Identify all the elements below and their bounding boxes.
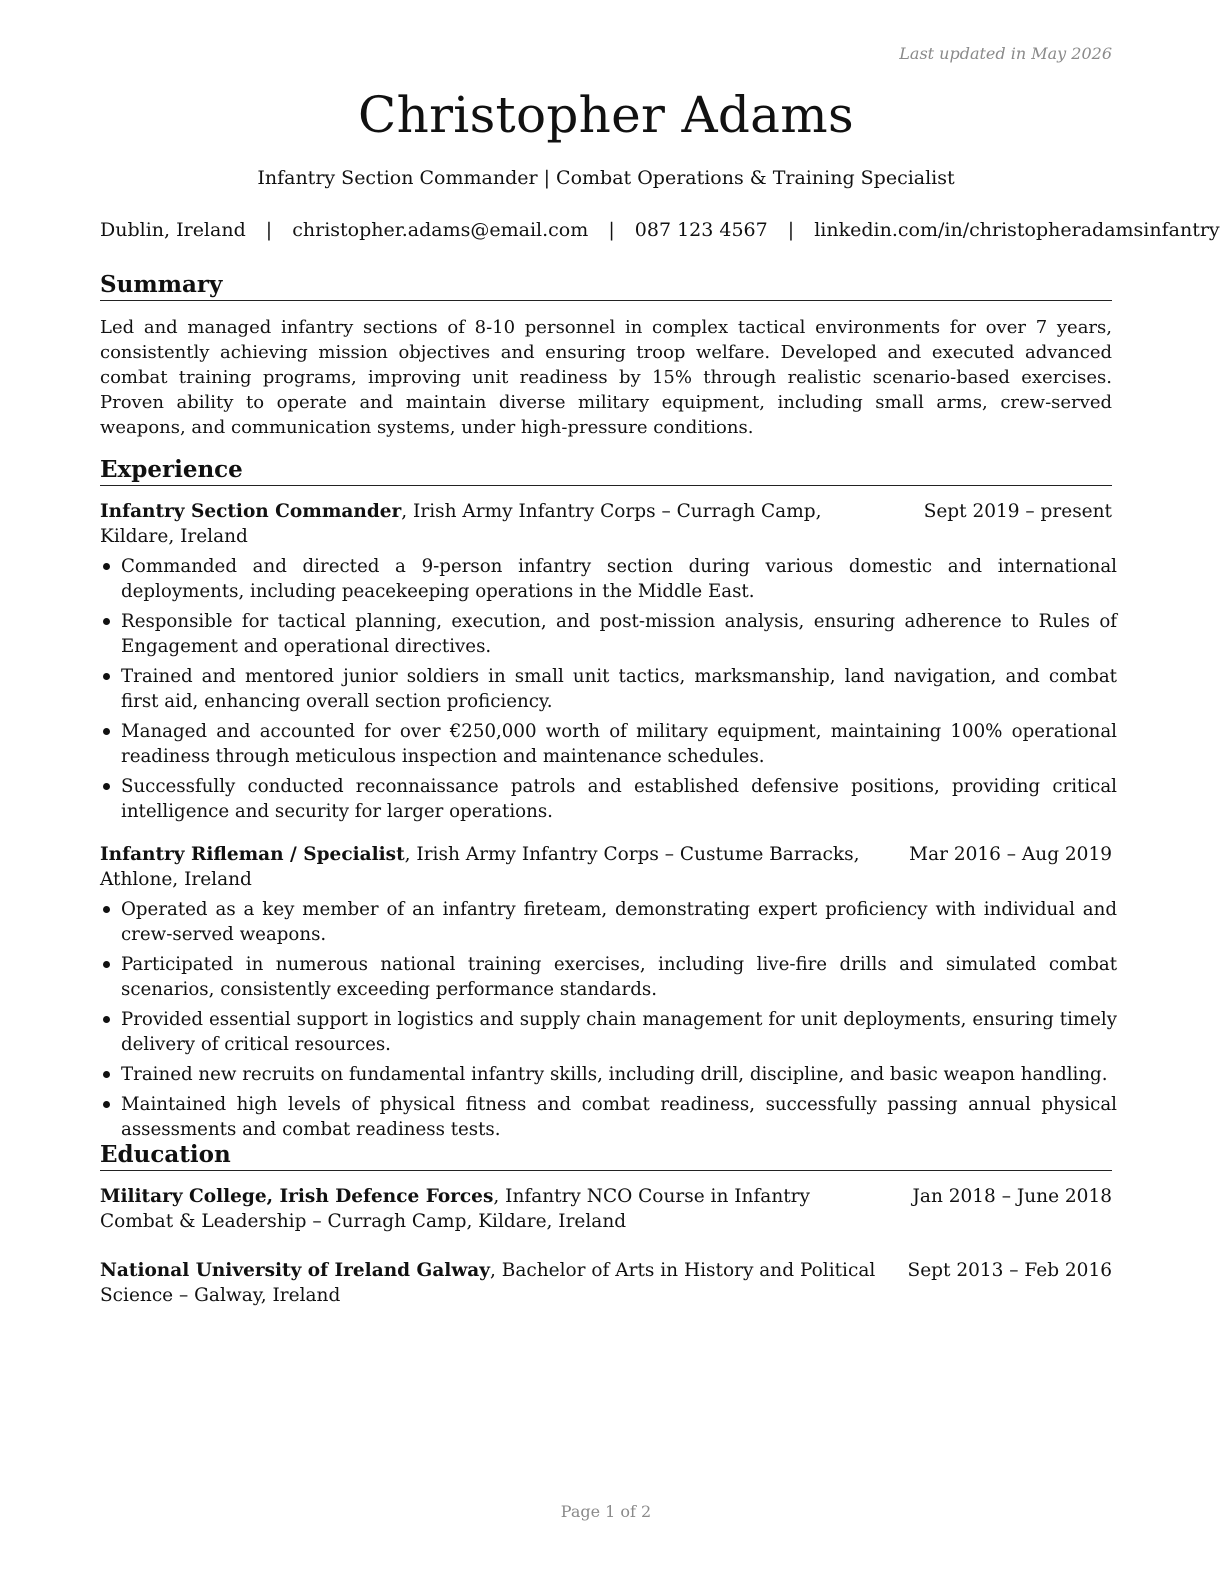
bullet-icon <box>103 563 110 570</box>
job-bullets <box>100 554 1117 824</box>
education-entry <box>100 1184 1112 1234</box>
summary-text: Led and managed infantry sections of 8-10 personnel in complex tactical environments for over 7 years, consistently achieving mission objectives and ensuring troop welfare. Developed and executed advanced combat training programs, improving unit readiness by 15% through realistic scenario-based exercises. Proven ability to operate and maintain diverse military equipment, including small arms, crew-served weapons, and communication systems, under high-pressure conditions. <box>100 317 1112 438</box>
education-header <box>100 1184 1112 1234</box>
bullet-text: Managed and accounted for over €250,000 worth of military equipment, maintaining 100% operational readiness through meticulous inspection and maintenance schedules. <box>121 721 1117 767</box>
education-section <box>100 1141 1112 1308</box>
contact-linkedin-link[interactable]: linkedin.com/in/christopheradamsinfantry <box>814 219 1220 241</box>
bullet-item <box>100 1007 1117 1057</box>
job-dates: Sept 2019 – present <box>923 501 1112 522</box>
contact-separator: | <box>787 219 795 241</box>
bullet-icon <box>103 673 110 680</box>
job-dates: Mar 2016 – Aug 2019 <box>909 844 1112 865</box>
education-details: , Infantry NCO Course in Infantry Combat & Leadership – Curragh Camp, Kildare, Ireland <box>100 1186 810 1232</box>
education-heading: Education <box>100 1141 1112 1171</box>
contact-line <box>100 219 1220 241</box>
education-header <box>100 1258 1112 1308</box>
experience-section <box>100 456 1117 1147</box>
bullet-icon <box>103 1016 110 1023</box>
job-organization: , Irish Army Infantry Corps – Custume Barracks, Athlone, Ireland <box>100 844 860 890</box>
job-title: Infantry Rifleman / Specialist <box>100 844 405 865</box>
contact-separator: | <box>265 219 273 241</box>
headline: Infantry Section Commander | Combat Operations & Training Specialist <box>257 167 955 189</box>
bullet-item <box>100 952 1117 1002</box>
bullet-text: Maintained high levels of physical fitness and combat readiness, successfully passing annual physical assessments and combat readiness tests. <box>121 1094 1117 1140</box>
bullet-icon <box>103 961 110 968</box>
job-entry <box>100 842 1117 1142</box>
bullet-text: Trained and mentored junior soldiers in small unit tactics, marksmanship, land navigation, and combat first aid, enhancing overall section proficiency. <box>121 666 1117 712</box>
bullet-icon <box>103 906 110 913</box>
summary-heading: Summary <box>100 271 1112 301</box>
education-institution: Military College, Irish Defence Forces <box>100 1186 494 1207</box>
bullet-text: Participated in numerous national training exercises, including live-fire drills and simulated combat scenarios, consistently exceeding performance standards. <box>121 954 1117 1000</box>
bullet-icon <box>103 728 110 735</box>
bullet-text: Operated as a key member of an infantry fireteam, demonstrating expert proficiency with individual and crew-served weapons. <box>121 899 1117 945</box>
contact-phone: 087 123 4567 <box>634 219 768 241</box>
bullet-text: Trained new recruits on fundamental infantry skills, including drill, discipline, and basic weapon handling. <box>121 1064 1108 1085</box>
bullet-item <box>100 1092 1117 1142</box>
job-header <box>100 842 1112 892</box>
bullet-item <box>100 664 1117 714</box>
education-entry <box>100 1258 1112 1308</box>
bullet-item <box>100 897 1117 947</box>
contact-separator: | <box>608 219 615 241</box>
bullet-text: Successfully conducted reconnaissance patrols and established defensive positions, providing critical intelligence and security for larger operations. <box>121 776 1117 822</box>
bullet-item <box>100 774 1117 824</box>
job-bullets <box>100 897 1117 1142</box>
job-organization: , Irish Army Infantry Corps – Curragh Camp, Kildare, Ireland <box>100 501 822 547</box>
education-institution: National University of Ireland Galway <box>100 1260 490 1281</box>
education-dates: Jan 2018 – June 2018 <box>912 1186 1112 1207</box>
bullet-text: Provided essential support in logistics and supply chain management for unit deployments, ensuring timely delivery of critical resources. <box>121 1009 1117 1055</box>
bullet-text: Commanded and directed a 9-person infantry section during various domestic and international deployments, including peacekeeping operations in the Middle East. <box>121 556 1117 602</box>
page-number: Page 1 of 2 <box>560 1502 652 1521</box>
resume-page <box>100 0 1220 1584</box>
bullet-item <box>100 554 1117 604</box>
candidate-name: Christopher Adams <box>358 86 854 144</box>
bullet-item <box>100 609 1117 659</box>
experience-heading: Experience <box>100 456 1112 486</box>
bullet-icon <box>103 618 110 625</box>
contact-location: Dublin, Ireland <box>100 219 246 241</box>
bullet-icon <box>103 783 110 790</box>
job-entry <box>100 499 1117 824</box>
bullet-text: Responsible for tactical planning, execution, and post-mission analysis, ensuring adherence to Rules of Engagement and operational directives. <box>121 611 1117 657</box>
education-details: , Bachelor of Arts in History and Political Science – Galway, Ireland <box>100 1260 876 1306</box>
bullet-item <box>100 1062 1117 1087</box>
contact-email-link[interactable]: christopher.adams@email.com <box>292 219 589 241</box>
last-updated: Last updated in May 2026 <box>899 44 1112 63</box>
job-title: Infantry Section Commander <box>100 501 402 522</box>
bullet-item <box>100 719 1117 769</box>
bullet-icon <box>103 1071 110 1078</box>
education-dates: Sept 2013 – Feb 2016 <box>907 1260 1112 1281</box>
bullet-icon <box>103 1101 110 1108</box>
job-header <box>100 499 1112 549</box>
summary-section <box>100 271 1112 440</box>
